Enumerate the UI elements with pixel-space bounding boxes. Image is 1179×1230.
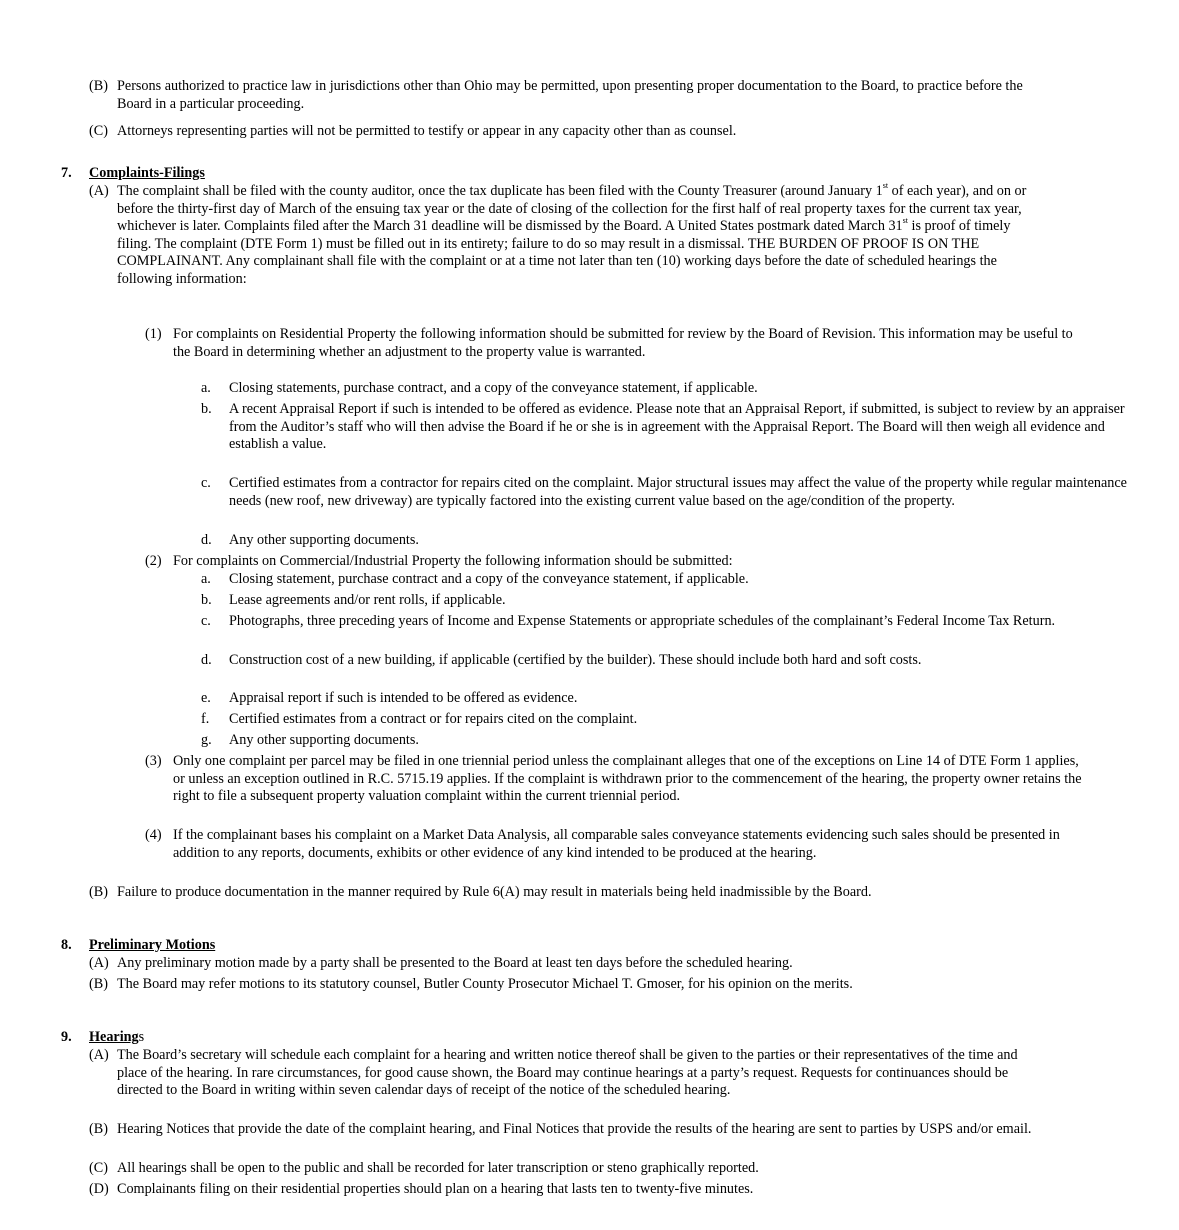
section-8-a [0, 955, 1067, 973]
item-label: (B) [89, 884, 108, 900]
list-item: a. Closing statement, purchase contract and a copy of the conveyance statement, if applicable. [201, 571, 749, 587]
section-8-heading [0, 937, 1039, 955]
list-item: c. Photographs, three preceding years of Income and Expense Statements or appropriate schedules of the complainant’s Federal Income Tax Return. [201, 613, 1056, 629]
list-item: g. Any other supporting documents. [201, 732, 419, 748]
item-label: (C) [89, 123, 108, 139]
rule-6-b [0, 78, 1067, 113]
item-text: Attorneys representing parties will not be permitted to testify or appear in any capacity other than as counsel. [117, 123, 737, 139]
section-title-suffix: s [138, 1029, 145, 1045]
section-7-item-1 [0, 326, 1123, 361]
item-label: (B) [89, 78, 108, 94]
rule-6-c [0, 123, 1067, 141]
section-9-c [0, 1160, 1067, 1178]
section-number: 8. [61, 937, 72, 953]
item-text: Any preliminary motion made by a party shall be presented to the Board at least ten days before the scheduled hearing. [117, 955, 793, 971]
section-number: 9. [61, 1029, 72, 1045]
item-label: (3) [145, 753, 162, 769]
section-7-item-2 [0, 553, 1123, 571]
section-9-d [0, 1181, 1067, 1199]
list-item: d. Any other supporting documents. [201, 532, 419, 548]
item-text: The Board may refer motions to its statutory counsel, Butler County Prosecutor Michael T. Gmoser, for his opinion on the merits. [117, 976, 853, 992]
item-text: Hearing Notices that provide the date of the complaint hearing, and Final Notices that provide the results of the hearing are sent to parties by USPS and/or email. [117, 1121, 1032, 1137]
section-title: Complaints-Filings [89, 165, 205, 181]
section-8-b [0, 976, 1067, 994]
section-7-a [0, 183, 1067, 289]
item-label: (A) [89, 183, 109, 199]
item-label: (2) [145, 553, 162, 569]
section-7-heading [0, 165, 1039, 183]
item-text: Failure to produce documentation in the manner required by Rule 6(A) may result in materials being held inadmissible by the Board. [117, 884, 872, 900]
section-9-a [0, 1047, 1067, 1100]
section-title: Preliminary Motions [89, 937, 216, 953]
list-item: b. Lease agreements and/or rent rolls, if applicable. [201, 592, 506, 608]
item-text: If the complainant bases his complaint on a Market Data Analysis, all comparable sales conveyance statements evidencing such sales should be presented in addition to any reports, documents, exhibits or other evidence of any kind intended to be produced at the hearing. [173, 827, 1060, 861]
item-text: Only one complaint per parcel may be filed in one triennial period unless the complainant alleges that one of the exceptions on Line 14 of DTE Form 1 applies, or unless an exception outlined in R.C. 5715.19 applies. If the complaint is withdrawn prior to the commencement of the hearing, the property owner retains the right to file a subsequent property valuation complaint within the current triennial period. [173, 753, 1082, 805]
section-7-item-4 [0, 827, 1123, 862]
item-text: Complainants filing on their residential properties should plan on a hearing that lasts ten to twenty-five minutes. [117, 1181, 754, 1197]
section-title: Hearing [89, 1029, 139, 1045]
section-7-b [0, 884, 1067, 902]
item-text: All hearings shall be open to the public and shall be recorded for later transcription or steno graphically reported. [117, 1160, 759, 1176]
item-label: (B) [89, 976, 108, 992]
item-text: Persons authorized to practice law in jurisdictions other than Ohio may be permitted, upon presenting proper documentation to the Board, to practice before the Board in a particular proceeding. [117, 78, 1023, 112]
section-9-b [0, 1121, 1067, 1139]
list-item: e. Appraisal report if such is intended to be offered as evidence. [201, 690, 578, 706]
item-text: For complaints on Residential Property the following information should be submitted for review by the Board of Revision. This information may be useful to the Board in determining whether an adjustment to the property value is warranted. [173, 326, 1073, 360]
section-number: 7. [61, 165, 72, 181]
item-label: (D) [89, 1181, 109, 1197]
list-item: c. Certified estimates from a contractor for repairs cited on the complaint. Major structural issues may affect the value of the property while regular maintenance needs (new roof, new driveway) are typically factored into the existing current value based on the age/condition of the property. [201, 475, 1127, 509]
item-text: The Board’s secretary will schedule each complaint for a hearing and written notice thereof shall be given to the parties or their representatives of the time and place of the hearing. In rare circumstances, for good cause shown, the Board may continue hearings at a party’s request. Requests for continuances should be directed to the Board in writing within seven calendar days of receipt of the notice of the scheduled hearing. [117, 1047, 1018, 1099]
item-label: (4) [145, 827, 162, 843]
list-item: d. Construction cost of a new building, if applicable (certified by the builder). These should include both hard and soft costs. [201, 652, 922, 668]
list-item: a. Closing statements, purchase contract, and a copy of the conveyance statement, if applicable. [201, 380, 758, 396]
item-label: (1) [145, 326, 162, 342]
section-7-item-3 [0, 753, 1123, 806]
section-9-heading [0, 1029, 1039, 1047]
item-text: For complaints on Commercial/Industrial Property the following information should be submitted: [173, 553, 733, 569]
item-label: (A) [89, 1047, 109, 1063]
item-text: The complaint shall be filed with the county auditor, once the tax duplicate has been filed with the County Treasurer (around January 1st of each year), and on or before the thirty-first day of March of the ensuing tax year or the date of closing of the collection for the first half of real property taxes for the current tax year, whichever is later. Complaints filed after the March 31 deadline will be dismissed by the Board. A United States postmark dated March 31st is proof of timely filing. The complaint (DTE Form 1) must be filled out in its entirety; failure to do so may result in a dismissal. THE BURDEN OF PROOF IS ON THE COMPLAINANT. Any complainant shall file with the complaint or at a time not later than ten (10) working days before the date of scheduled hearings the following information: [117, 181, 1027, 287]
item-label: (A) [89, 955, 109, 971]
item-label: (B) [89, 1121, 108, 1137]
item-label: (C) [89, 1160, 108, 1176]
list-item: b. A recent Appraisal Report if such is intended to be offered as evidence. Please note that an Appraisal Report, if submitted, is subject to review by an appraiser from the Auditor’s staff who will then advise the Board if he or she is in agreement with the Appraisal Report. The Board will then weigh all evidence and establish a value. [201, 401, 1125, 453]
list-item: f. Certified estimates from a contract or for repairs cited on the complaint. [201, 711, 638, 727]
